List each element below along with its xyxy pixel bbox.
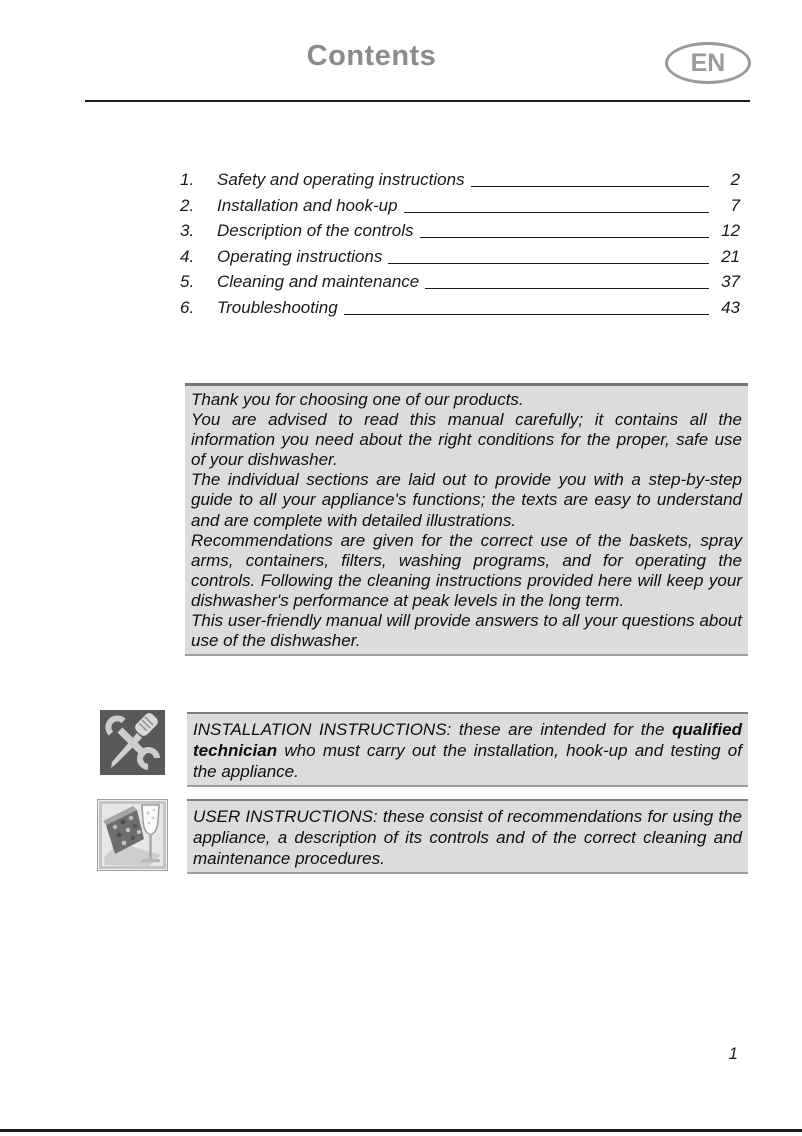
toc-item-number: 1. (180, 170, 195, 190)
header-divider (85, 100, 750, 102)
toc-item-label: Installation and hook-up (217, 195, 398, 215)
toc-item-installation (180, 190, 740, 215)
toc-page-number: 2 (730, 170, 740, 190)
intro-paragraph: Recommendations are given for the correct use of the baskets, spray arms, containers, filters, washing programs, and for operating the controls. Following the cleaning instructions provided here will keep your dishwasher's performance at peak levels in the long term. (191, 530, 742, 610)
qualified-technician-bold: qualified technician (193, 720, 742, 760)
toc-item-number: 5. (180, 272, 195, 292)
user-instructions-box (187, 799, 748, 874)
dishwasher-basket-glass-icon (97, 799, 168, 871)
installation-instructions-box (187, 712, 748, 787)
toc-leader-line (344, 314, 709, 315)
toc-page-number: 37 (721, 272, 740, 292)
language-badge-label: EN (690, 48, 726, 77)
language-badge (665, 42, 751, 84)
toc-item-cleaning (180, 267, 740, 292)
toc-item-number: 3. (180, 221, 195, 241)
toc-page-number: 7 (730, 195, 740, 215)
toc-item-operating (180, 241, 740, 266)
page-title: Contents (306, 40, 437, 72)
footer-divider (0, 1129, 802, 1132)
toc-item-number: 2. (180, 195, 195, 215)
toc-item-label: Troubleshooting (217, 297, 338, 317)
toc-item-label: Safety and operating instructions (217, 170, 465, 190)
intro-text-box (185, 383, 748, 656)
toc-leader-line (471, 186, 709, 187)
intro-paragraph: You are advised to read this manual carefully; it contains all the information you need about the right conditions for the proper, safe use of your dishwasher. (191, 410, 742, 470)
toc-leader-line (404, 212, 709, 213)
toc-item-troubleshooting (180, 292, 740, 317)
toc-leader-line (388, 263, 709, 264)
intro-paragraph: Thank you for choosing one of our products. (191, 390, 524, 409)
toc-page-number: 21 (721, 246, 740, 266)
page-number: 1 (728, 1044, 738, 1063)
toc-item-controls (180, 216, 740, 241)
toc-page-number: 12 (721, 221, 740, 241)
toc-item-label: Operating instructions (217, 246, 383, 266)
table-of-contents (180, 165, 740, 318)
wrench-screwdriver-icon (100, 710, 165, 775)
intro-paragraph: This user-friendly manual will provide answers to all your questions about use of the dishwasher. (191, 611, 742, 651)
installation-instructions-text: INSTALLATION INSTRUCTIONS: these are intended for the qualified technician who must carry out the installation, hook-up and testing of the appliance. (193, 720, 742, 781)
toc-item-number: 4. (180, 246, 195, 266)
toc-leader-line (420, 237, 709, 238)
toc-item-label: Description of the controls (217, 221, 414, 241)
intro-paragraph: The individual sections are laid out to provide you with a step-by-step guide to all your appliance's functions; the texts are easy to understand and are complete with detailed illustrations. (191, 470, 742, 530)
toc-item-number: 6. (180, 297, 195, 317)
toc-item-safety (180, 165, 740, 190)
toc-item-label: Cleaning and maintenance (217, 272, 420, 292)
toc-leader-line (425, 288, 709, 289)
user-instructions-text: USER INSTRUCTIONS: these consist of recommendations for using the appliance, a description of its controls and of the correct cleaning and maintenance procedures. (193, 807, 742, 868)
toc-page-number: 43 (721, 297, 740, 317)
